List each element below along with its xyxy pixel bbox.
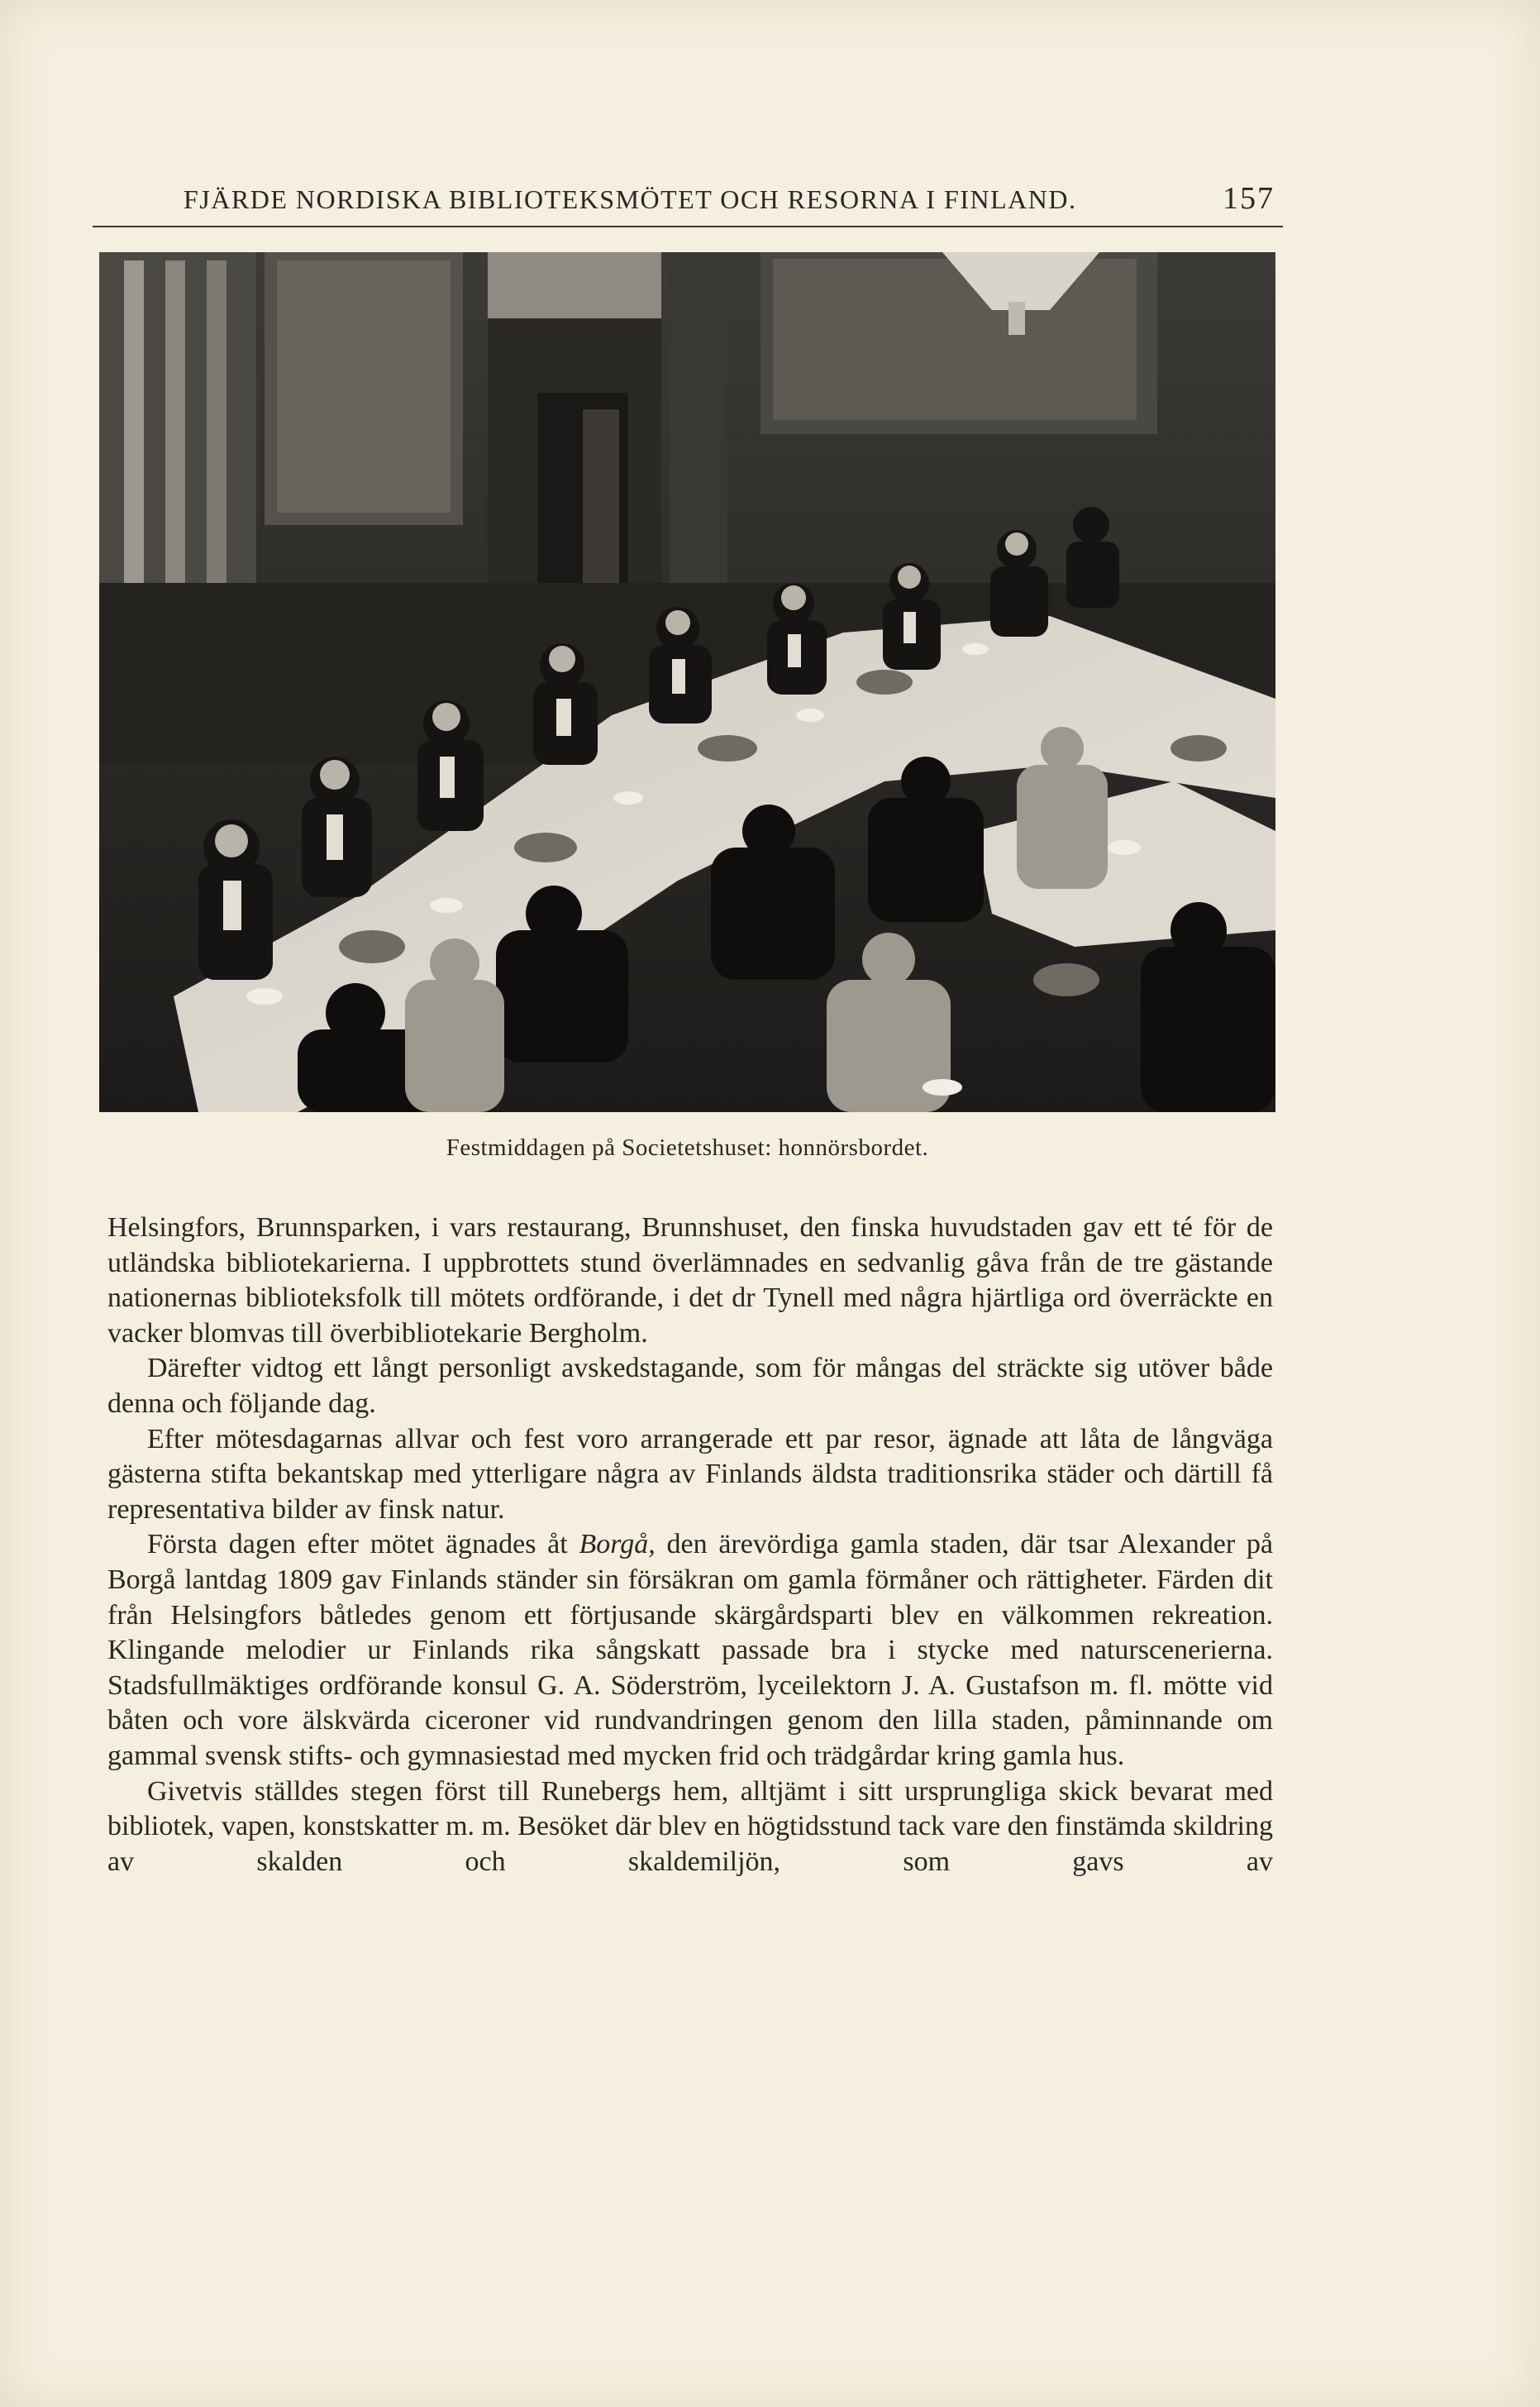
header-rule: [93, 226, 1283, 227]
paragraph-2: Därefter vidtog ett långt personligt avskedstagande, som för mångas del sträckte sig utöver både denna och följande dag.: [107, 1353, 1273, 1419]
paragraph-3: Efter mötesdagarnas allvar och fest voro arrangerade ett par resor, ägnade att låta de långväga gästerna stifta bekantskap med ytterligare några av Finlands äldsta traditionsrika städer och därtill få representativa bilder av finsk natur.: [107, 1423, 1273, 1525]
paragraph-4: [107, 1527, 1273, 1774]
paragraph-4-rest: den ärevördiga gamla staden, där tsar Alexander på Borgå lantdag 1809 gav Finlands ständer sin försäkran om gamla förmåner och rättigheter. Färden dit från Helsingfors båtledes genom ett förtjusande skärgårdsparti blev en välkommen rekreation. Klingande melodier ur Finlands rika sångskatt passade bra i stycke med naturscenerierna. Stadsfullmäktiges ordförande konsul G. A. Söderström, lyceilektorn J. A. Gustafson m. fl. mötte vid båten och vore älskvärda ciceroner vid rundvandringen genom den lilla staden, påminnande om gammal svensk stifts- och gymnasiestad med mycken frid och trädgårdar kring gamla hus.: [107, 1529, 1273, 1771]
paragraph-5: Givetvis ställdes stegen först till Runebergs hem, alltjämt i sitt ursprungliga skick bevarat med bibliotek, vapen, konstskatter m. m. Besöket där blev en högtidsstund tack vare den finstämda skildring av skalden och skaldemiljön, som gavs av: [107, 1775, 1273, 1877]
running-header: [184, 180, 1275, 217]
paragraph-1: Helsingfors, Brunnsparken, i vars restaurang, Brunnshuset, den finska huvudstaden gav ett té för de utländska bibliotekarierna. I uppbrottets stund överlämnades en sedvanlig gåva från de tre gästande nationernas biblioteksfolk till mötets ordförande, i det dr Tynell med några hjärtliga ord överräckte en vacker blomvas till överbibliotekarie Bergholm.: [107, 1212, 1273, 1349]
banquet-photo-illustration: [99, 252, 1275, 1112]
paragraph-4-lead: Första dagen efter mötet ägnades åt: [147, 1529, 579, 1560]
page-number: 157: [1223, 181, 1275, 216]
figure-caption: Festmiddagen på Societetshuset: honnörsbordet.: [446, 1134, 929, 1161]
body-text: [107, 1211, 1273, 1879]
place-name-borga: Borgå,: [579, 1529, 656, 1560]
running-header-title: FJÄRDE NORDISKA BIBLIOTEKSMÖTET OCH RESORNA I FINLAND.: [184, 184, 1077, 214]
banquet-photograph: [99, 252, 1275, 1112]
